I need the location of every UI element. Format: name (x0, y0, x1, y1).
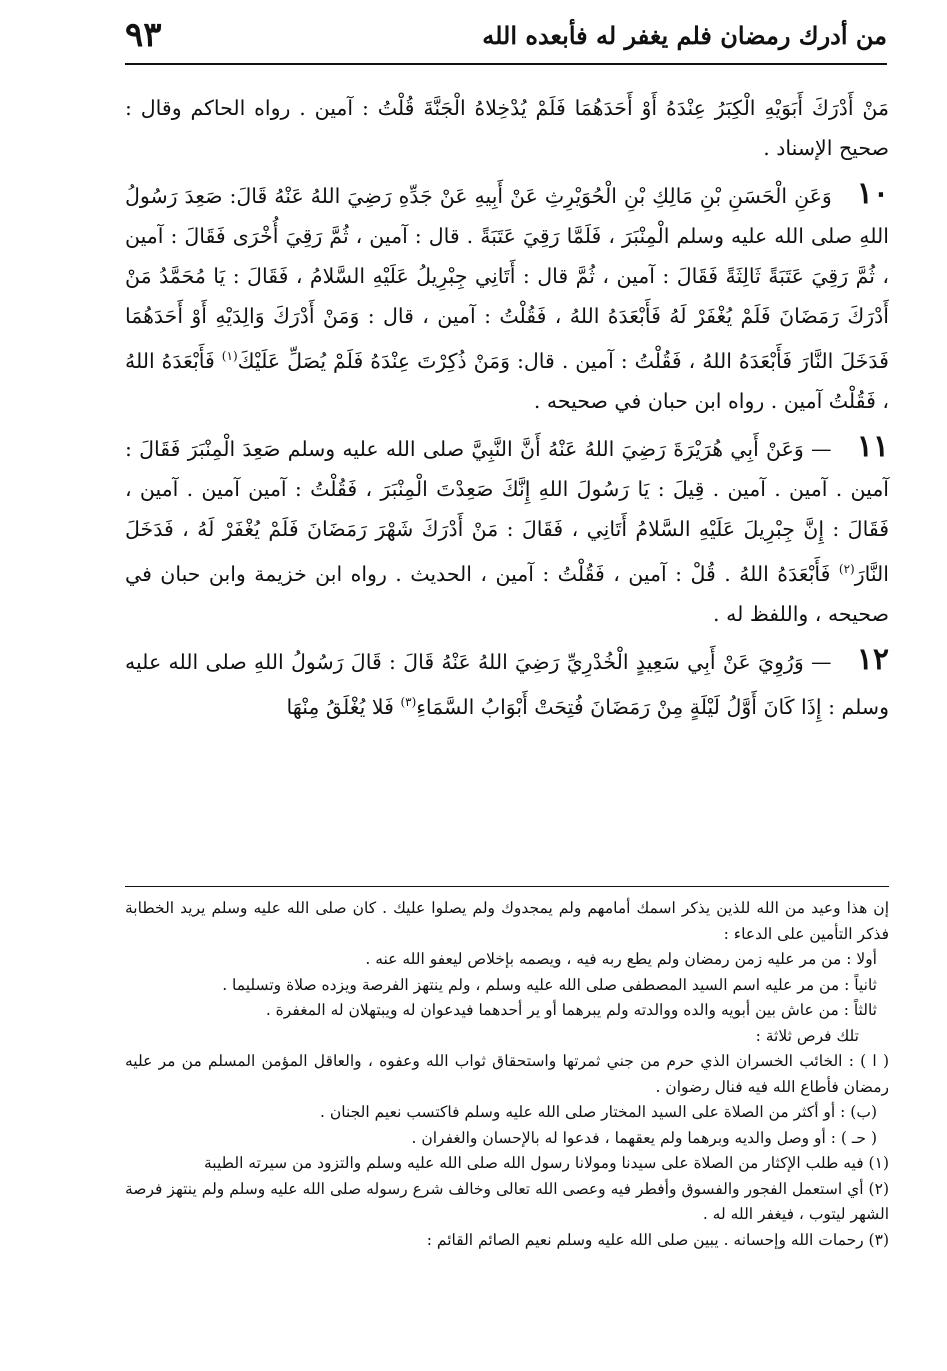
footnote-2: (٢) أي استعمل الفجور والفسوق وأفطر فيه وعصى الله تعالى وخالف شرع رسوله صلى الله عليه وسلم ولم ينتهز فرصة الشهر ليتوب ، فيغفر الله له . (125, 1179, 889, 1223)
footnote-ref-1: (١) (221, 349, 238, 363)
footnotes (125, 896, 889, 1253)
footnote-ref-3: (٣) (400, 694, 417, 709)
note-b: (ب) : أو أكثر من الصلاة على السيد المختار صلى الله عليه وسلم فاكتسب نعيم الجنان . (320, 1103, 877, 1121)
note-second: ثانياً : من مر عليه اسم السيد المصطفى صلى الله عليه وسلم ، ولم ينتهز الفرصة ويزده صلاة وتسليما . (222, 975, 877, 994)
note-intro: إن هذا وعيد من الله للذين يذكر اسمك أمامهم ولم يمجدوك ولم يصلوا عليك . كان صلى الله عليه وسلم يريد الخطابة فذكر التأمين على الدعاء : (125, 899, 889, 943)
footnote-separator (125, 886, 889, 887)
header-rule (125, 63, 887, 65)
footnote-ref-2: (٢) (838, 561, 855, 576)
hadith-text-tail: فَأَبْعَدَهُ اللهُ ، فَقُلْتُ آمين . رواه ابن حبان في صحيحه . (125, 348, 889, 413)
footnote-3: (٣) رحمات الله وإحسانه . يبين صلى الله عليه وسلم نعيم الصائم القائم : (426, 1230, 889, 1249)
note-three-chances: تلك فرص ثلاثة : (755, 1026, 859, 1045)
hadith-12 (125, 640, 889, 727)
hadith-number: ١٢ (856, 641, 889, 677)
main-text (125, 88, 889, 726)
hadith-text-tail: فَلا يُغْلَقُ مِنْهَا (286, 694, 394, 719)
note-third: ثالثاً : من عاش بين أبويه والده ووالدته ولم يبرهما أو ير أحدهما فيدعوان له ويبتهلان له المغفرة . (265, 1001, 877, 1019)
note-first: أولا : من مر عليه زمن رمضان ولم يطع ربه فيه ، ويصمه بإخلاص ليعفو الله عنه . (365, 950, 877, 968)
hadith-text: — وَرُوِيَ عَنْ أَبِي سَعِيدٍ الْخُدْرِيِّ رَضِيَ اللهُ عَنْهُ قَالَ : قَالَ رَسُولُ اللهِ صلى الله عليه وسلم : إِذَا كَانَ أَوَّلُ لَيْلَةٍ مِنْ رَمَضَانَ فُتِحَتْ أَبْوَابُ السَّمَاءِ (125, 649, 889, 719)
note-a: ( ا ) : الخائب الخسران الذي حرم من جني ثمرتها واستحقاق ثواب الله وعفوه ، والعاقل المؤمن المسلم من مر عليه رمضان فأطاع الله فيه فنال رضوان . (125, 1052, 889, 1096)
hadith-text: — وَعَنْ أَبِي هُرَيْرَةَ رَضِيَ اللهُ عَنْهُ أَنَّ النَّبِيَّ صلى الله عليه وسلم صَعِدَ الْمِنْبَرَ فَقَالَ : آمين . آمين . آمين . قِيلَ : يَا رَسُولَ اللهِ إِنَّكَ صَعِدْتَ الْمِنْبَرَ ، فَقُلْتُ : آمين آمين . آمين ، فَقَالَ : إِنَّ جِبْرِيلَ عَلَيْهِ السَّلامُ أَتَانِي ، فَقَالَ : مَنْ أَدْرَكَ شَهْرَ رَمَضَانَ فَلَمْ يُغْفَرْ لَهُ ، فَدَخَلَ النَّارَ (125, 436, 889, 586)
page-number: ٩٣ (125, 15, 162, 55)
paragraph-continuation: مَنْ أَدْرَكَ أَبَوَيْهِ الْكِبَرُ عِنْدَهُ أَوْ أَحَدَهُمَا فَلَمْ يُدْخِلاهُ الْجَنَّةَ قُلْتُ : آمين . رواه الحاكم وقال : صحيح الإسناد . (125, 96, 889, 160)
note-c: ( حـ ) : أو وصل والديه وبرهما ولم يعقهما ، فدعوا له بالإحسان والغفران . (411, 1128, 877, 1147)
page-header (125, 8, 887, 62)
hadith-number: ١١ (856, 428, 889, 464)
running-title: من أدرك رمضان فلم يغفر له فأبعده الله (482, 20, 887, 50)
footnote-1: (١) فيه طلب الإكثار من الصلاة على سيدنا ومولانا رسول الله صلى الله عليه وسلم والتزود من سيرته الطيبة (203, 1154, 889, 1172)
hadith-number: ١٠ (856, 176, 889, 211)
hadith-text-tail: فَأَبْعَدَهُ اللهُ . قُلْ : آمين ، فَقُلْتُ : آمين ، الحديث . رواه ابن خزيمة وابن حبان في صحيحه ، واللفظ له . (125, 561, 889, 626)
hadith-text: وَعَنِ الْحَسَنِ بْنِ مَالِكِ بْنِ الْحُوَيْرِثِ عَنْ أَبِيهِ عَنْ جَدِّهِ رَضِيَ اللهُ عَنْهُ قَالَ: صَعِدَ رَسُولُ اللهِ صلى الله عليه وسلم الْمِنْبَرَ ، فَلَمَّا رَقِيَ عَتَبَةً . قال : آمين ، ثُمَّ رَقِيَ أُخْرَى فَقَالَ : آمين ، ثُمَّ رَقِيَ عَتَبَةً ثَالِثَةً فَقَالَ : آمين ، ثُمَّ قال : أَتَانِي جِبْرِيلُ عَلَيْهِ السَّلامُ ، فَقَالَ : يَا مُحَمَّدُ مَنْ أَدْرَكَ رَمَضَانَ فَلَمْ يُغْفَرْ لَهُ فَأَبْعَدَهُ اللهُ ، فَقُلْتُ : آمين ، قال : وَمَنْ أَدْرَكَ وَالِدَيْهِ أَوْ أَحَدَهُمَا فَدَخَلَ النَّارَ فَأَبْعَدَهُ اللهُ ، فَقُلْتُ : آمين . قال: وَمَنْ ذُكِرْتَ عِنْدَهُ فَلَمْ يُصَلِّ عَلَيْكَ (125, 184, 889, 373)
hadith-11 (125, 427, 889, 634)
hadith-10 (125, 174, 889, 421)
